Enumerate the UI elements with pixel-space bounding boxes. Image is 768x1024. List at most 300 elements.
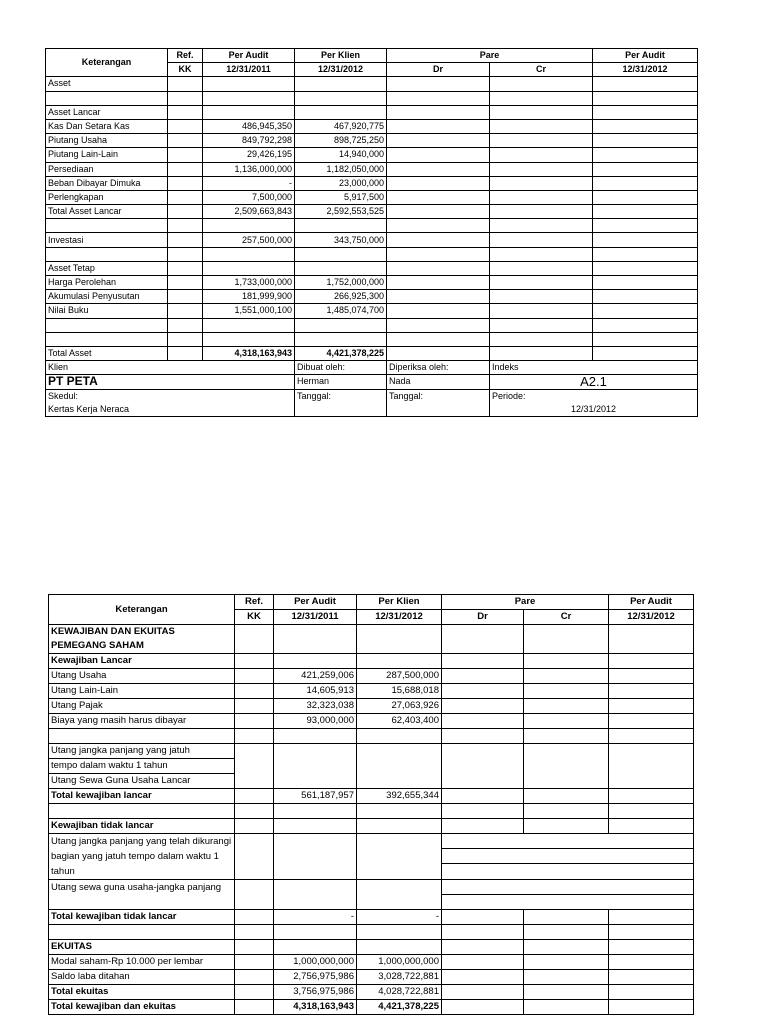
final-audit-cell bbox=[593, 290, 698, 304]
blank-cell bbox=[524, 729, 609, 744]
row-klien-value bbox=[295, 318, 387, 332]
blank-cell bbox=[442, 699, 524, 714]
dr-cell bbox=[387, 190, 490, 204]
row-klien-value bbox=[295, 332, 387, 346]
table-row bbox=[49, 684, 694, 699]
section-kewajiban-tidak-lancar: Kewajiban tidak lancar bbox=[49, 819, 235, 834]
blank-cell bbox=[49, 729, 235, 744]
indeks-label: Indeks bbox=[490, 361, 698, 375]
blank-cell bbox=[274, 744, 357, 789]
row-label: Total ekuitas bbox=[49, 985, 235, 1000]
row-label: Piutang Lain-Lain bbox=[46, 148, 168, 162]
dr-cell bbox=[387, 318, 490, 332]
cr-cell bbox=[490, 276, 593, 290]
row-klien-value: 343,750,000 bbox=[295, 233, 387, 247]
section-title-line-1: KEWAJIBAN DAN EKUITAS bbox=[49, 625, 235, 640]
row-klien-value: - bbox=[357, 910, 442, 925]
blank-cell bbox=[235, 985, 274, 1000]
dr-cell bbox=[387, 119, 490, 133]
blank-cell bbox=[235, 940, 274, 955]
blank-cell bbox=[49, 925, 235, 940]
row-audit-value: 7,500,000 bbox=[203, 190, 295, 204]
blank-cell bbox=[609, 714, 694, 729]
cr-cell bbox=[490, 176, 593, 190]
table-row bbox=[46, 219, 698, 233]
dr-cell bbox=[387, 105, 490, 119]
blank-cell bbox=[442, 804, 524, 819]
asset-worksheet-table bbox=[45, 48, 698, 417]
ref-cell bbox=[168, 176, 203, 190]
blank-cell bbox=[235, 789, 274, 804]
header-per-audit-2011: Per Audit bbox=[274, 595, 357, 610]
dibuat-name: Herman bbox=[295, 375, 387, 389]
table-row bbox=[46, 261, 698, 275]
row-klien-value bbox=[295, 105, 387, 119]
blank-cell bbox=[442, 819, 524, 834]
final-audit-cell bbox=[593, 346, 698, 360]
cr-cell bbox=[490, 332, 593, 346]
row-label bbox=[46, 247, 168, 261]
row-label: Utang Pajak bbox=[49, 699, 235, 714]
blank-cell bbox=[442, 834, 694, 880]
blank-cell bbox=[524, 699, 609, 714]
blank-cell bbox=[609, 804, 694, 819]
blank-cell bbox=[235, 729, 274, 744]
row-klien-value: 287,500,000 bbox=[357, 669, 442, 684]
row-klien-value: 15,688,018 bbox=[357, 684, 442, 699]
cr-cell bbox=[490, 261, 593, 275]
blank-cell bbox=[524, 669, 609, 684]
blank-cell bbox=[442, 789, 524, 804]
blank-cell bbox=[442, 910, 524, 925]
row-audit-value: 181,999,900 bbox=[203, 290, 295, 304]
blank-cell bbox=[235, 955, 274, 970]
row-audit-value: 2,509,663,843 bbox=[203, 205, 295, 219]
row-label: Total kewajiban dan ekuitas bbox=[49, 1000, 235, 1015]
blank-cell bbox=[609, 654, 694, 669]
blank-cell bbox=[524, 804, 609, 819]
blank-cell bbox=[442, 970, 524, 985]
blank-cell bbox=[524, 970, 609, 985]
table-row bbox=[46, 332, 698, 346]
blank-cell bbox=[235, 910, 274, 925]
ref-cell bbox=[168, 290, 203, 304]
blank-cell bbox=[609, 1000, 694, 1015]
final-audit-cell bbox=[593, 205, 698, 219]
cr-cell bbox=[490, 304, 593, 318]
row-audit-value bbox=[203, 105, 295, 119]
row-audit-value: 4,318,163,943 bbox=[274, 1000, 357, 1015]
table-row bbox=[49, 1000, 694, 1015]
header-pare: Pare bbox=[442, 595, 609, 610]
row-label: Total Asset Lancar bbox=[46, 205, 168, 219]
table-row bbox=[49, 910, 694, 925]
table-row bbox=[49, 625, 694, 640]
header-date-2011: 12/31/2011 bbox=[203, 63, 295, 77]
row-label bbox=[46, 91, 168, 105]
dr-cell bbox=[387, 205, 490, 219]
ref-cell bbox=[168, 105, 203, 119]
blank-cell bbox=[609, 669, 694, 684]
blank-cell bbox=[295, 403, 387, 417]
table-row bbox=[46, 205, 698, 219]
dr-cell bbox=[387, 219, 490, 233]
row-audit-value bbox=[203, 247, 295, 261]
blank-cell bbox=[357, 819, 442, 834]
table-row bbox=[46, 304, 698, 318]
row-label: Total kewajiban lancar bbox=[49, 789, 235, 804]
table-row bbox=[49, 970, 694, 985]
blank-cell bbox=[235, 970, 274, 985]
final-audit-cell bbox=[593, 162, 698, 176]
blank-cell bbox=[274, 729, 357, 744]
blank-cell bbox=[524, 925, 609, 940]
table-row bbox=[49, 985, 694, 1000]
table-row bbox=[49, 789, 694, 804]
blank-cell bbox=[524, 684, 609, 699]
periode-value: 12/31/2012 bbox=[490, 403, 698, 417]
row-audit-value bbox=[203, 318, 295, 332]
blank-cell bbox=[357, 925, 442, 940]
row-label: Asset bbox=[46, 77, 168, 91]
cr-cell bbox=[490, 290, 593, 304]
row-audit-value: 1,733,000,000 bbox=[203, 276, 295, 290]
dr-cell bbox=[387, 261, 490, 275]
blank-cell bbox=[442, 669, 524, 684]
blank-cell bbox=[524, 940, 609, 955]
dr-cell bbox=[387, 233, 490, 247]
row-label: Harga Perolehan bbox=[46, 276, 168, 290]
blank-cell bbox=[442, 625, 524, 654]
cr-cell bbox=[490, 162, 593, 176]
ref-cell bbox=[168, 276, 203, 290]
blank-cell bbox=[274, 804, 357, 819]
row-audit-value bbox=[203, 332, 295, 346]
row-label: Akumulasi Penyusutan bbox=[46, 290, 168, 304]
dr-cell bbox=[387, 91, 490, 105]
blank-cell bbox=[235, 714, 274, 729]
blank-cell bbox=[609, 729, 694, 744]
row-audit-value: 486,945,350 bbox=[203, 119, 295, 133]
header-per-klien: Per Klien bbox=[295, 49, 387, 63]
table-row bbox=[46, 134, 698, 148]
ref-cell bbox=[168, 304, 203, 318]
dr-cell bbox=[387, 290, 490, 304]
ref-cell bbox=[168, 318, 203, 332]
skedul-label: Skedul: bbox=[46, 389, 295, 403]
final-audit-cell bbox=[593, 119, 698, 133]
klien-name: PT PETA bbox=[46, 375, 295, 389]
section-ekuitas: EKUITAS bbox=[49, 940, 235, 955]
blank-cell bbox=[235, 834, 274, 880]
table-row bbox=[46, 176, 698, 190]
blank-cell bbox=[357, 625, 442, 654]
blank-cell bbox=[442, 684, 524, 699]
row-klien-value: 2,592,553,525 bbox=[295, 205, 387, 219]
table-row bbox=[46, 119, 698, 133]
table-row bbox=[49, 925, 694, 940]
blank-cell bbox=[235, 880, 274, 910]
final-audit-cell bbox=[593, 105, 698, 119]
blank-cell bbox=[609, 699, 694, 714]
blank-cell bbox=[609, 684, 694, 699]
ref-cell bbox=[168, 205, 203, 219]
blank-cell bbox=[235, 699, 274, 714]
blank-cell bbox=[274, 880, 357, 910]
header-kk: KK bbox=[235, 610, 274, 625]
blank-cell bbox=[609, 625, 694, 654]
row-label: Piutang Usaha bbox=[46, 134, 168, 148]
row-audit-value bbox=[203, 91, 295, 105]
blank-cell bbox=[524, 910, 609, 925]
blank-cell bbox=[357, 880, 442, 910]
row-label: Kas Dan Setara Kas bbox=[46, 119, 168, 133]
header-per-audit-2012: Per Audit bbox=[609, 595, 694, 610]
final-audit-cell bbox=[593, 176, 698, 190]
table-row bbox=[49, 804, 694, 819]
worksheet-footer bbox=[46, 361, 698, 417]
row-klien-value: 14,940,000 bbox=[295, 148, 387, 162]
final-audit-cell bbox=[593, 91, 698, 105]
row-audit-value: 3,756,975,986 bbox=[274, 985, 357, 1000]
blank-cell bbox=[235, 819, 274, 834]
blank-cell bbox=[524, 1000, 609, 1015]
cr-cell bbox=[490, 346, 593, 360]
row-label: Biaya yang masih harus dibayar bbox=[49, 714, 235, 729]
row-audit-value: 32,323,038 bbox=[274, 699, 357, 714]
row-klien-value: 3,028,722,881 bbox=[357, 970, 442, 985]
ref-cell bbox=[168, 332, 203, 346]
row-audit-value: 561,187,957 bbox=[274, 789, 357, 804]
row-audit-value: 849,792,298 bbox=[203, 134, 295, 148]
blank-cell bbox=[442, 744, 524, 789]
blank-cell bbox=[357, 940, 442, 955]
table-row bbox=[46, 247, 698, 261]
blank-cell bbox=[609, 955, 694, 970]
cr-cell bbox=[490, 318, 593, 332]
row-audit-value bbox=[203, 77, 295, 91]
blank-cell bbox=[442, 925, 524, 940]
blank-cell bbox=[274, 819, 357, 834]
row-klien-value bbox=[295, 261, 387, 275]
dr-cell bbox=[387, 332, 490, 346]
cr-cell bbox=[490, 91, 593, 105]
table-row bbox=[46, 290, 698, 304]
row-label bbox=[46, 219, 168, 233]
cr-cell bbox=[490, 247, 593, 261]
table-row bbox=[46, 233, 698, 247]
tanggal-label-2: Tanggal: bbox=[387, 389, 490, 403]
blank-cell bbox=[235, 804, 274, 819]
table-row bbox=[49, 669, 694, 684]
ref-cell bbox=[168, 162, 203, 176]
cr-cell bbox=[490, 77, 593, 91]
cr-cell bbox=[490, 134, 593, 148]
blank-cell bbox=[235, 654, 274, 669]
blank-cell bbox=[357, 804, 442, 819]
final-audit-cell bbox=[593, 134, 698, 148]
table-row bbox=[46, 91, 698, 105]
table-row bbox=[49, 819, 694, 834]
table-row bbox=[46, 318, 698, 332]
header-ref: Ref. bbox=[168, 49, 203, 63]
header-row-1 bbox=[46, 49, 698, 63]
blank-cell bbox=[609, 925, 694, 940]
ref-cell bbox=[168, 346, 203, 360]
row-klien-value: 23,000,000 bbox=[295, 176, 387, 190]
cr-cell bbox=[490, 219, 593, 233]
blank-cell bbox=[609, 910, 694, 925]
blank-cell bbox=[609, 819, 694, 834]
blank-cell bbox=[609, 970, 694, 985]
blank-cell bbox=[524, 985, 609, 1000]
ref-cell bbox=[168, 190, 203, 204]
row-label: Utang Usaha bbox=[49, 669, 235, 684]
row-label: Utang sewa guna usaha-jangka panjang bbox=[49, 880, 235, 910]
dr-cell bbox=[387, 276, 490, 290]
header-cr: Cr bbox=[524, 610, 609, 625]
row-audit-value: 1,551,000,100 bbox=[203, 304, 295, 318]
row-label: tempo dalam waktu 1 tahun bbox=[49, 759, 235, 774]
blank-cell bbox=[235, 744, 274, 789]
table-row bbox=[46, 77, 698, 91]
section-title-line-2: PEMEGANG SAHAM bbox=[49, 639, 235, 654]
row-klien-value: 1,000,000,000 bbox=[357, 955, 442, 970]
blank-cell bbox=[49, 804, 235, 819]
cr-cell bbox=[490, 233, 593, 247]
row-label: Utang jangka panjang yang telah dikurangi bagian yang jatuh tempo dalam waktu 1 tahun bbox=[49, 834, 235, 880]
ref-cell bbox=[168, 77, 203, 91]
final-audit-cell bbox=[593, 318, 698, 332]
row-klien-value bbox=[295, 91, 387, 105]
ref-cell bbox=[168, 261, 203, 275]
row-audit-value: 257,500,000 bbox=[203, 233, 295, 247]
blank-cell bbox=[235, 925, 274, 940]
row-klien-value: 467,920,775 bbox=[295, 119, 387, 133]
blank-cell bbox=[609, 789, 694, 804]
header-date-2012-audit: 12/31/2012 bbox=[609, 610, 694, 625]
row-klien-value: 4,421,378,225 bbox=[295, 346, 387, 360]
ref-cell bbox=[168, 148, 203, 162]
blank-cell bbox=[387, 403, 490, 417]
blank-cell bbox=[274, 925, 357, 940]
header-date-2012-klien: 12/31/2012 bbox=[295, 63, 387, 77]
row-klien-value: 27,063,926 bbox=[357, 699, 442, 714]
blank-cell bbox=[442, 1000, 524, 1015]
blank-cell bbox=[609, 940, 694, 955]
blank-cell bbox=[235, 669, 274, 684]
dr-cell bbox=[387, 134, 490, 148]
final-audit-cell bbox=[593, 261, 698, 275]
header-keterangan: Keterangan bbox=[49, 595, 235, 625]
row-audit-value bbox=[203, 261, 295, 275]
row-label: Beban Dibayar Dimuka bbox=[46, 176, 168, 190]
liabilities-worksheet-table bbox=[48, 594, 694, 1015]
dibuat-label: Dibuat oleh: bbox=[295, 361, 387, 375]
header-cr: Cr bbox=[490, 63, 593, 77]
indeks-value: A2.1 bbox=[490, 375, 698, 389]
skedul-value: Kertas Kerja Neraca bbox=[46, 403, 295, 417]
row-klien-value bbox=[295, 219, 387, 233]
blank-cell bbox=[235, 684, 274, 699]
header-pare: Pare bbox=[387, 49, 593, 63]
row-label: Investasi bbox=[46, 233, 168, 247]
final-audit-cell bbox=[593, 233, 698, 247]
row-label: Asset Tetap bbox=[46, 261, 168, 275]
row-audit-value bbox=[203, 219, 295, 233]
dr-cell bbox=[387, 162, 490, 176]
row-audit-value: 421,259,006 bbox=[274, 669, 357, 684]
dr-cell bbox=[387, 148, 490, 162]
header-per-audit-2011: Per Audit bbox=[203, 49, 295, 63]
dr-cell bbox=[387, 176, 490, 190]
table-row bbox=[46, 346, 698, 360]
blank-cell bbox=[442, 714, 524, 729]
row-klien-value: 266,925,300 bbox=[295, 290, 387, 304]
table-row bbox=[46, 105, 698, 119]
final-audit-cell bbox=[593, 276, 698, 290]
ref-cell bbox=[168, 247, 203, 261]
final-audit-cell bbox=[593, 247, 698, 261]
cr-cell bbox=[490, 205, 593, 219]
blank-cell bbox=[442, 729, 524, 744]
table-row bbox=[49, 699, 694, 714]
row-label: Utang jangka panjang yang jatuh bbox=[49, 744, 235, 759]
blank-cell bbox=[274, 940, 357, 955]
table-row bbox=[46, 148, 698, 162]
ref-cell bbox=[168, 219, 203, 233]
table-row bbox=[49, 940, 694, 955]
diperiksa-label: Diperiksa oleh: bbox=[387, 361, 490, 375]
blank-cell bbox=[274, 834, 357, 880]
row-audit-value: 4,318,163,943 bbox=[203, 346, 295, 360]
row-audit-value: 93,000,000 bbox=[274, 714, 357, 729]
dr-cell bbox=[387, 77, 490, 91]
tanggal-label-1: Tanggal: bbox=[295, 389, 387, 403]
blank-cell bbox=[235, 625, 274, 654]
row-klien-value: 1,485,074,700 bbox=[295, 304, 387, 318]
blank-cell bbox=[524, 625, 609, 654]
row-label: Total Asset bbox=[46, 346, 168, 360]
row-label: Utang Sewa Guna Usaha Lancar bbox=[49, 774, 235, 789]
row-audit-value: - bbox=[274, 910, 357, 925]
ref-cell bbox=[168, 91, 203, 105]
final-audit-cell bbox=[593, 148, 698, 162]
table-row bbox=[49, 714, 694, 729]
final-audit-cell bbox=[593, 304, 698, 318]
header-per-audit-2012: Per Audit bbox=[593, 49, 698, 63]
final-audit-cell bbox=[593, 77, 698, 91]
header-date-2012-audit: 12/31/2012 bbox=[593, 63, 698, 77]
row-klien-value: 4,421,378,225 bbox=[357, 1000, 442, 1015]
blank-cell bbox=[274, 654, 357, 669]
diperiksa-name: Nada bbox=[387, 375, 490, 389]
blank-cell bbox=[442, 940, 524, 955]
row-label: Perlengkapan bbox=[46, 190, 168, 204]
blank-cell bbox=[609, 744, 694, 789]
header-per-klien: Per Klien bbox=[357, 595, 442, 610]
header-dr: Dr bbox=[442, 610, 524, 625]
blank-cell bbox=[357, 744, 442, 789]
blank-cell bbox=[524, 789, 609, 804]
table-row bbox=[46, 162, 698, 176]
blank-cell bbox=[442, 654, 524, 669]
periode-label: Periode: bbox=[490, 389, 698, 403]
table-row bbox=[49, 729, 694, 744]
row-klien-value: 898,725,250 bbox=[295, 134, 387, 148]
row-label: Saldo laba ditahan bbox=[49, 970, 235, 985]
blank-cell bbox=[524, 819, 609, 834]
